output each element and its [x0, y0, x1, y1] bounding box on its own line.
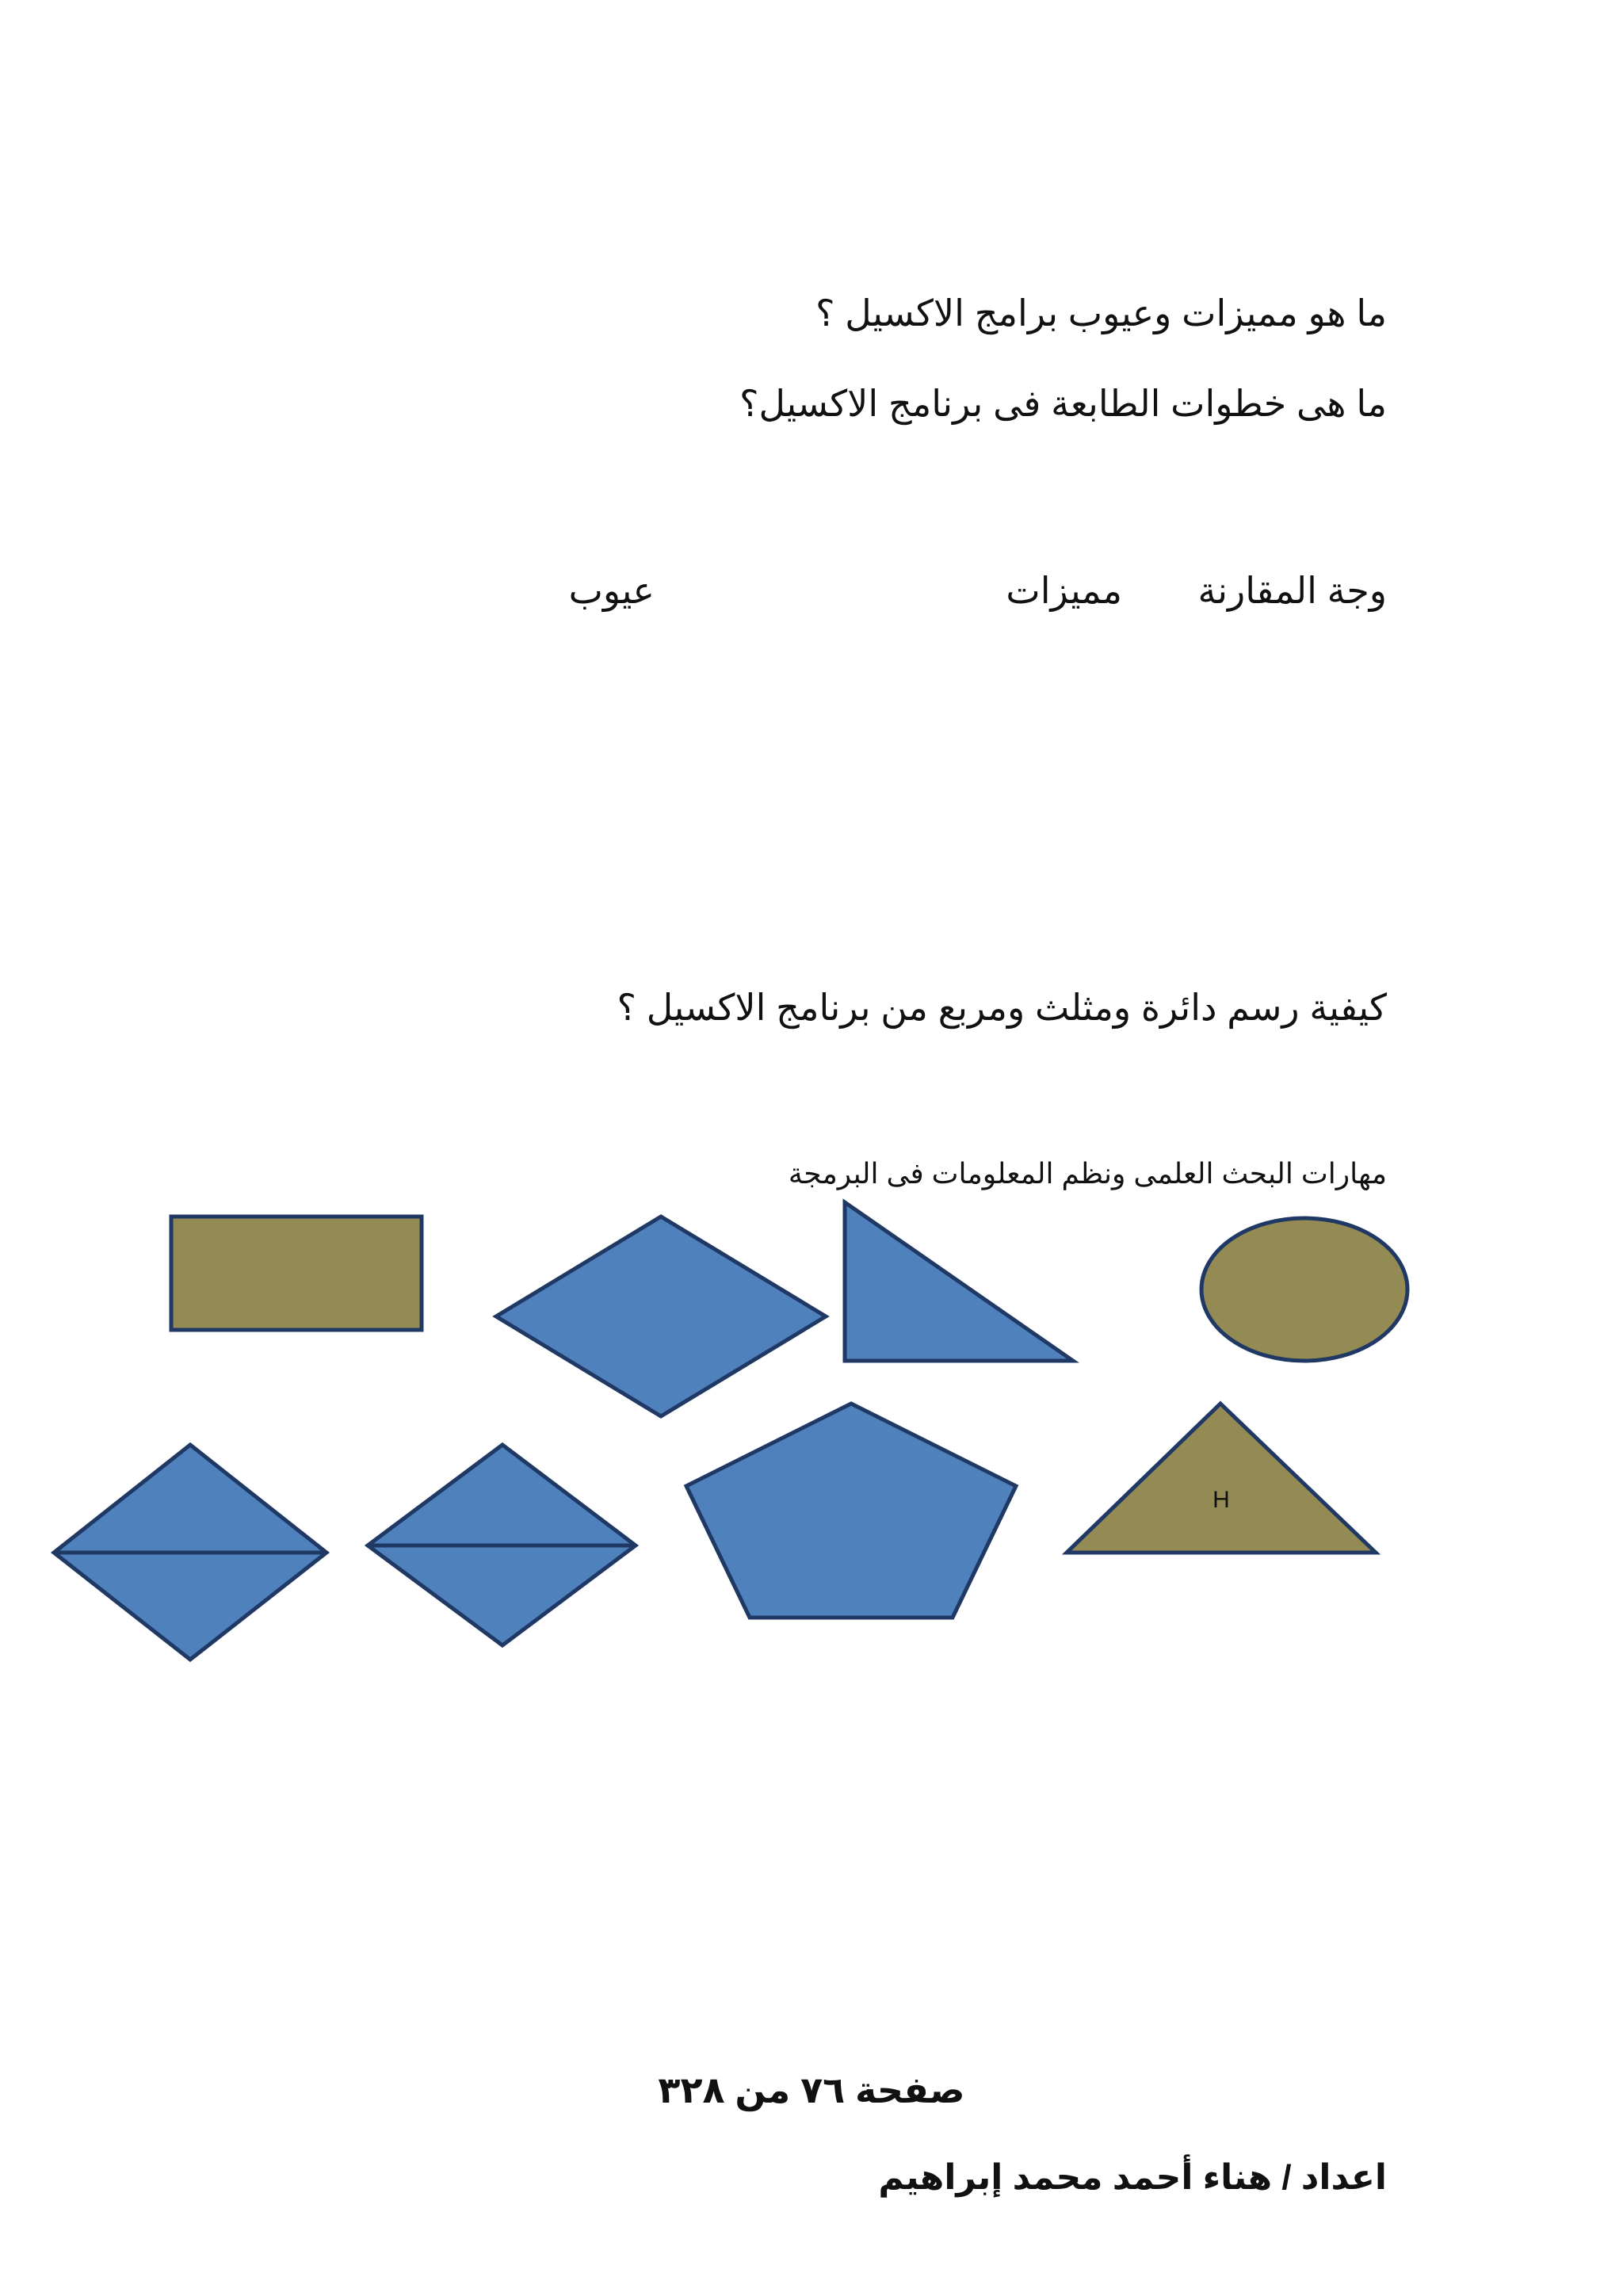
pentagon-shape: [686, 1404, 1016, 1618]
page-number: صفحة ٧٦ من ٣٢٨: [658, 2069, 965, 2111]
question-excel-printing-steps: ما هى خطوات الطابعة فى برنامج الاكسيل؟: [739, 383, 1387, 424]
triangle-label: H: [1212, 1487, 1230, 1513]
right-triangle-shape: [845, 1202, 1073, 1361]
comparison-advantages-header: مميزات: [1006, 570, 1122, 611]
author-credit: اعداد / هناء أحمد محمد إبراهيم: [878, 2158, 1387, 2197]
oval-shape: [1201, 1218, 1407, 1361]
question-excel-pros-cons: ما هو مميزات وعيوب برامج الاكسيل ؟: [815, 292, 1387, 334]
question-draw-shapes: كيفية رسم دائرة ومثلث ومربع من برنامج الاكسيل ؟: [617, 987, 1387, 1028]
caption-text: مهارات البحث العلمى ونظم المعلومات فى البرمجة: [788, 1157, 1387, 1190]
comparison-basis-header: وجة المقارنة: [1197, 570, 1387, 611]
comparison-disadvantages-header: عيوب: [568, 570, 655, 611]
isosceles-triangle-shape: [1067, 1404, 1376, 1553]
rhombus-shape: [496, 1217, 826, 1416]
rectangle-shape: [171, 1217, 422, 1330]
